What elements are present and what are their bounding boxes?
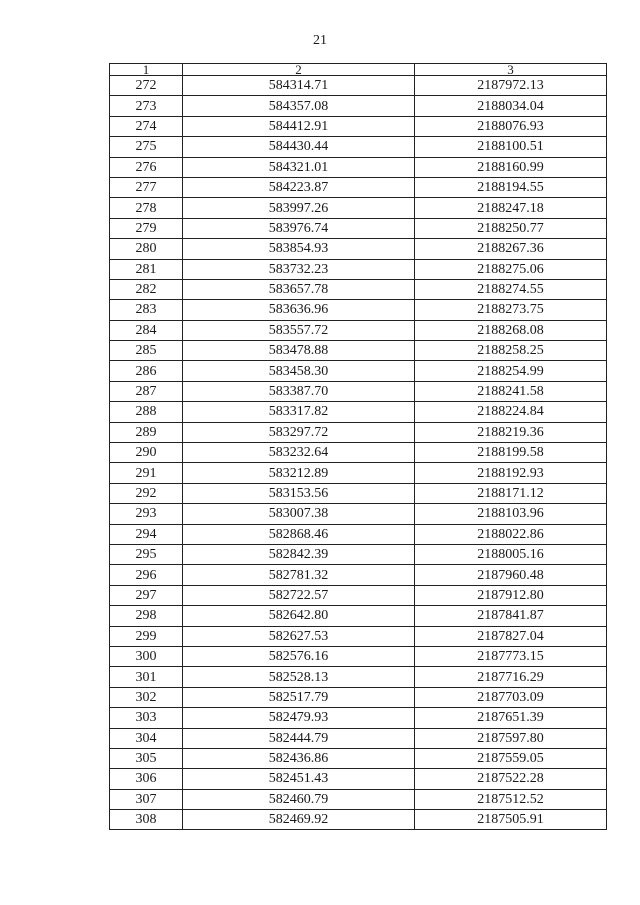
point-number-cell: 305 — [110, 748, 183, 768]
y-coordinate-cell: 2188268.08 — [415, 320, 607, 340]
y-coordinate-cell: 2188171.12 — [415, 483, 607, 503]
table-row — [110, 381, 607, 401]
x-coordinate-cell: 582781.32 — [183, 565, 415, 585]
x-coordinate-cell: 582517.79 — [183, 687, 415, 707]
header-cell-point-number: 1 — [110, 64, 183, 76]
table-header — [110, 64, 607, 76]
point-number-cell: 293 — [110, 504, 183, 524]
point-number-cell: 306 — [110, 769, 183, 789]
y-coordinate-cell: 2188267.36 — [415, 239, 607, 259]
point-number-cell: 278 — [110, 198, 183, 218]
point-number-cell: 308 — [110, 810, 183, 830]
y-coordinate-cell: 2188273.75 — [415, 300, 607, 320]
page-number: 21 — [313, 33, 327, 48]
x-coordinate-cell: 583478.88 — [183, 341, 415, 361]
table-row — [110, 810, 607, 830]
point-number-cell: 298 — [110, 606, 183, 626]
y-coordinate-cell: 2188254.99 — [415, 361, 607, 381]
y-coordinate-cell: 2187841.87 — [415, 606, 607, 626]
point-number-cell: 280 — [110, 239, 183, 259]
point-number-cell: 288 — [110, 402, 183, 422]
point-number-cell: 301 — [110, 667, 183, 687]
x-coordinate-cell: 583212.89 — [183, 463, 415, 483]
table-row — [110, 422, 607, 442]
table-row — [110, 320, 607, 340]
x-coordinate-cell: 583317.82 — [183, 402, 415, 422]
x-coordinate-cell: 583387.70 — [183, 381, 415, 401]
y-coordinate-cell: 2188100.51 — [415, 137, 607, 157]
table-row — [110, 300, 607, 320]
coordinates-table — [109, 63, 607, 830]
header-cell-x: 2 — [183, 64, 415, 76]
table-row — [110, 279, 607, 299]
x-coordinate-cell: 583854.93 — [183, 239, 415, 259]
y-coordinate-cell: 2188219.36 — [415, 422, 607, 442]
y-coordinate-cell: 2188192.93 — [415, 463, 607, 483]
y-coordinate-cell: 2187972.13 — [415, 76, 607, 96]
table-row — [110, 687, 607, 707]
point-number-cell: 283 — [110, 300, 183, 320]
table-row — [110, 524, 607, 544]
point-number-cell: 275 — [110, 137, 183, 157]
table-row — [110, 483, 607, 503]
y-coordinate-cell: 2188258.25 — [415, 341, 607, 361]
table-row — [110, 504, 607, 524]
x-coordinate-cell: 582627.53 — [183, 626, 415, 646]
x-coordinate-cell: 584223.87 — [183, 177, 415, 197]
y-coordinate-cell: 2187960.48 — [415, 565, 607, 585]
x-coordinate-cell: 582576.16 — [183, 646, 415, 666]
y-coordinate-cell: 2188247.18 — [415, 198, 607, 218]
table-row — [110, 361, 607, 381]
point-number-cell: 282 — [110, 279, 183, 299]
x-coordinate-cell: 582444.79 — [183, 728, 415, 748]
x-coordinate-cell: 582436.86 — [183, 748, 415, 768]
x-coordinate-cell: 583232.64 — [183, 443, 415, 463]
header-cell-y: 3 — [415, 64, 607, 76]
y-coordinate-cell: 2188034.04 — [415, 96, 607, 116]
x-coordinate-cell: 583297.72 — [183, 422, 415, 442]
point-number-cell: 292 — [110, 483, 183, 503]
point-number-cell: 286 — [110, 361, 183, 381]
point-number-cell: 304 — [110, 728, 183, 748]
y-coordinate-cell: 2188199.58 — [415, 443, 607, 463]
table-row — [110, 789, 607, 809]
table-row — [110, 341, 607, 361]
table-row — [110, 748, 607, 768]
point-number-cell: 281 — [110, 259, 183, 279]
y-coordinate-cell: 2188022.86 — [415, 524, 607, 544]
table-row — [110, 198, 607, 218]
point-number-cell: 300 — [110, 646, 183, 666]
header-row — [110, 64, 607, 76]
x-coordinate-cell: 582528.13 — [183, 667, 415, 687]
y-coordinate-cell: 2187505.91 — [415, 810, 607, 830]
y-coordinate-cell: 2187773.15 — [415, 646, 607, 666]
x-coordinate-cell: 582868.46 — [183, 524, 415, 544]
table-row — [110, 177, 607, 197]
table-row — [110, 565, 607, 585]
x-coordinate-cell: 583458.30 — [183, 361, 415, 381]
y-coordinate-cell: 2187597.80 — [415, 728, 607, 748]
table-body — [110, 76, 607, 830]
x-coordinate-cell: 583732.23 — [183, 259, 415, 279]
y-coordinate-cell: 2188275.06 — [415, 259, 607, 279]
table-row — [110, 402, 607, 422]
table-row — [110, 96, 607, 116]
table-row — [110, 626, 607, 646]
y-coordinate-cell: 2187559.05 — [415, 748, 607, 768]
x-coordinate-cell: 582479.93 — [183, 708, 415, 728]
x-coordinate-cell: 584321.01 — [183, 157, 415, 177]
point-number-cell: 284 — [110, 320, 183, 340]
point-number-cell: 274 — [110, 116, 183, 136]
table-row — [110, 157, 607, 177]
point-number-cell: 295 — [110, 544, 183, 564]
x-coordinate-cell: 584314.71 — [183, 76, 415, 96]
point-number-cell: 291 — [110, 463, 183, 483]
point-number-cell: 279 — [110, 218, 183, 238]
point-number-cell: 272 — [110, 76, 183, 96]
y-coordinate-cell: 2188103.96 — [415, 504, 607, 524]
table-row — [110, 116, 607, 136]
table-row — [110, 728, 607, 748]
x-coordinate-cell: 582460.79 — [183, 789, 415, 809]
y-coordinate-cell: 2187512.52 — [415, 789, 607, 809]
table-row — [110, 667, 607, 687]
x-coordinate-cell: 583153.56 — [183, 483, 415, 503]
x-coordinate-cell: 582469.92 — [183, 810, 415, 830]
x-coordinate-cell: 584357.08 — [183, 96, 415, 116]
x-coordinate-cell: 583636.96 — [183, 300, 415, 320]
x-coordinate-cell: 583976.74 — [183, 218, 415, 238]
table-row — [110, 239, 607, 259]
table-row — [110, 137, 607, 157]
y-coordinate-cell: 2187716.29 — [415, 667, 607, 687]
x-coordinate-cell: 582451.43 — [183, 769, 415, 789]
point-number-cell: 299 — [110, 626, 183, 646]
x-coordinate-cell: 582842.39 — [183, 544, 415, 564]
y-coordinate-cell: 2187912.80 — [415, 585, 607, 605]
table-row — [110, 708, 607, 728]
point-number-cell: 287 — [110, 381, 183, 401]
table-row — [110, 585, 607, 605]
point-number-cell: 296 — [110, 565, 183, 585]
table-row — [110, 544, 607, 564]
y-coordinate-cell: 2187827.04 — [415, 626, 607, 646]
x-coordinate-cell: 582642.80 — [183, 606, 415, 626]
table-row — [110, 606, 607, 626]
table-row — [110, 218, 607, 238]
x-coordinate-cell: 584412.91 — [183, 116, 415, 136]
table-row — [110, 769, 607, 789]
y-coordinate-cell: 2187651.39 — [415, 708, 607, 728]
x-coordinate-cell: 583997.26 — [183, 198, 415, 218]
point-number-cell: 297 — [110, 585, 183, 605]
point-number-cell: 289 — [110, 422, 183, 442]
table-row — [110, 463, 607, 483]
point-number-cell: 307 — [110, 789, 183, 809]
point-number-cell: 276 — [110, 157, 183, 177]
table-row — [110, 76, 607, 96]
table-row — [110, 259, 607, 279]
y-coordinate-cell: 2188005.16 — [415, 544, 607, 564]
y-coordinate-cell: 2188224.84 — [415, 402, 607, 422]
point-number-cell: 273 — [110, 96, 183, 116]
x-coordinate-cell: 584430.44 — [183, 137, 415, 157]
point-number-cell: 302 — [110, 687, 183, 707]
x-coordinate-cell: 582722.57 — [183, 585, 415, 605]
y-coordinate-cell: 2188076.93 — [415, 116, 607, 136]
y-coordinate-cell: 2188194.55 — [415, 177, 607, 197]
y-coordinate-cell: 2188241.58 — [415, 381, 607, 401]
point-number-cell: 277 — [110, 177, 183, 197]
point-number-cell: 290 — [110, 443, 183, 463]
point-number-cell: 294 — [110, 524, 183, 544]
y-coordinate-cell: 2188250.77 — [415, 218, 607, 238]
x-coordinate-cell: 583007.38 — [183, 504, 415, 524]
point-number-cell: 285 — [110, 341, 183, 361]
table-row — [110, 646, 607, 666]
y-coordinate-cell: 2188274.55 — [415, 279, 607, 299]
table-row — [110, 443, 607, 463]
y-coordinate-cell: 2187703.09 — [415, 687, 607, 707]
x-coordinate-cell: 583557.72 — [183, 320, 415, 340]
y-coordinate-cell: 2188160.99 — [415, 157, 607, 177]
point-number-cell: 303 — [110, 708, 183, 728]
x-coordinate-cell: 583657.78 — [183, 279, 415, 299]
y-coordinate-cell: 2187522.28 — [415, 769, 607, 789]
